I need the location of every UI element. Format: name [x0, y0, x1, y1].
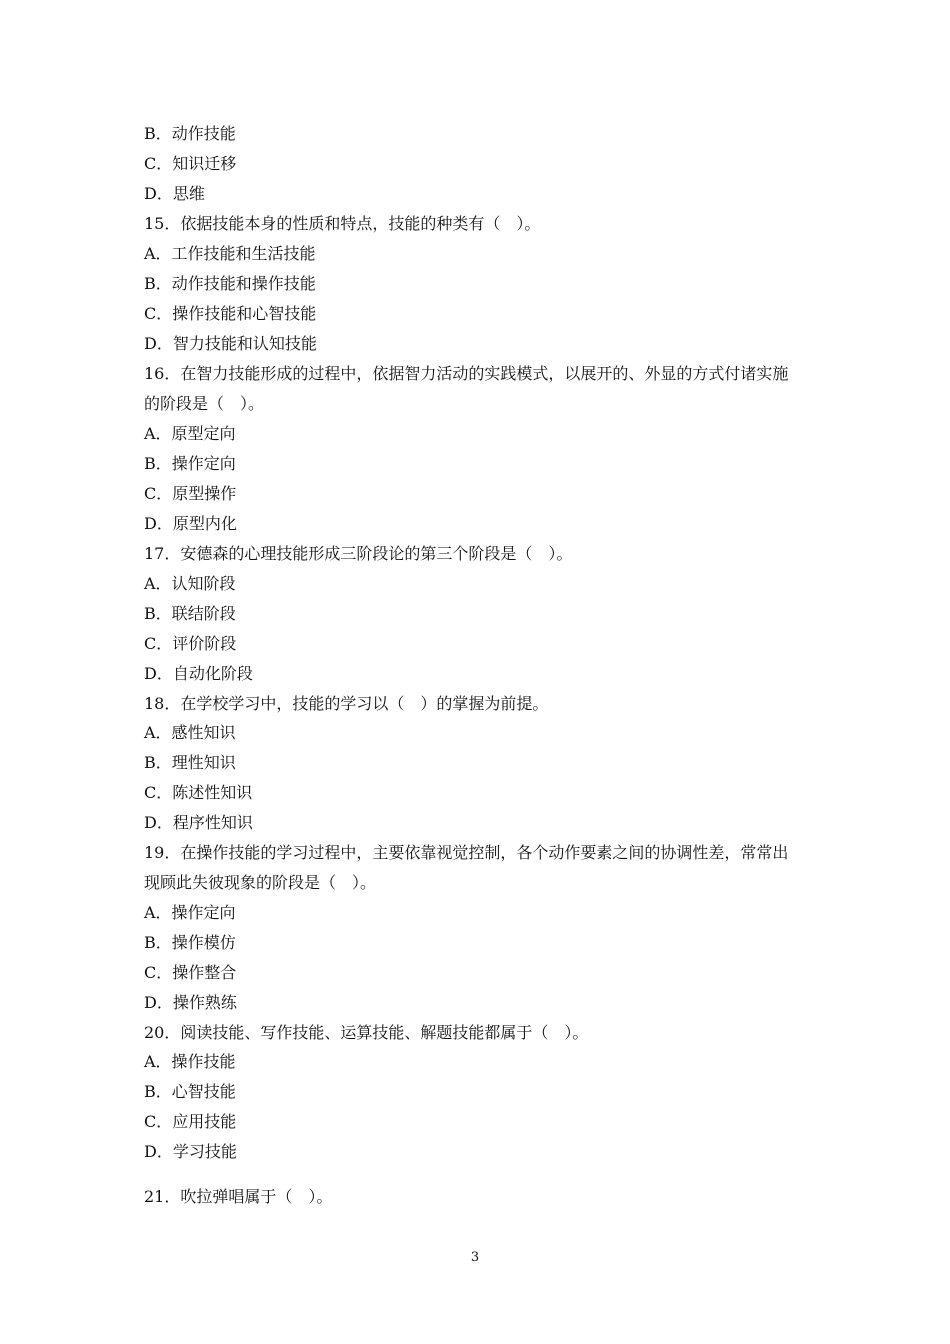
- option-line: B．动作技能和操作技能: [144, 274, 316, 293]
- option-line: C．评价阶段: [144, 634, 237, 653]
- option-line: B．操作模仿: [144, 933, 236, 952]
- option-line: A．原型定向: [144, 424, 236, 443]
- option-line: A．认知阶段: [144, 574, 236, 593]
- option-line: A．感性知识: [144, 723, 236, 742]
- question-line: 16．在智力技能形成的过程中，依据智力活动的实践模式，以展开的、外显的方式付诸实施: [144, 364, 789, 383]
- option-line: D．操作熟练: [144, 993, 237, 1012]
- option-line: B．心智技能: [144, 1082, 236, 1101]
- question-line: 的阶段是（ ）。: [144, 394, 265, 413]
- option-line: B．操作定向: [144, 454, 236, 473]
- option-line: D．程序性知识: [144, 813, 253, 832]
- question-line: 17．安德森的心理技能形成三阶段论的第三个阶段是（ ）。: [144, 544, 573, 563]
- question-line: 18．在学校学习中，技能的学习以（ ）的掌握为前提。: [144, 694, 549, 713]
- option-line: A．操作技能: [144, 1052, 236, 1071]
- option-line: C．陈述性知识: [144, 783, 253, 802]
- option-line: A．操作定向: [144, 903, 236, 922]
- option-line: D．思维: [144, 184, 205, 203]
- option-line: C．操作整合: [144, 963, 237, 982]
- option-line: B．理性知识: [144, 753, 236, 772]
- question-line: 20．阅读技能、写作技能、运算技能、解题技能都属于（ ）。: [144, 1023, 589, 1042]
- option-line: D．智力技能和认知技能: [144, 334, 317, 353]
- option-line: B．联结阶段: [144, 604, 236, 623]
- option-line: C．知识迁移: [144, 154, 237, 173]
- question-line: 21．吹拉弹唱属于（ ）。: [144, 1187, 333, 1206]
- question-line: 19．在操作技能的学习过程中，主要依靠视觉控制，各个动作要素之间的协调性差，常常出: [144, 843, 789, 862]
- option-line: D．自动化阶段: [144, 664, 253, 683]
- option-line: C．应用技能: [144, 1112, 237, 1131]
- option-line: D．学习技能: [144, 1142, 237, 1161]
- option-line: C．原型操作: [144, 484, 237, 503]
- page-number: 3: [470, 1250, 480, 1265]
- question-line: 15．依据技能本身的性质和特点，技能的种类有（ ）。: [144, 214, 541, 233]
- option-line: D．原型内化: [144, 514, 237, 533]
- question-line: 现顾此失彼现象的阶段是（ ）。: [144, 873, 377, 892]
- option-line: C．操作技能和心智技能: [144, 304, 317, 323]
- option-line: B．动作技能: [144, 124, 236, 143]
- option-line: A．工作技能和生活技能: [144, 244, 316, 263]
